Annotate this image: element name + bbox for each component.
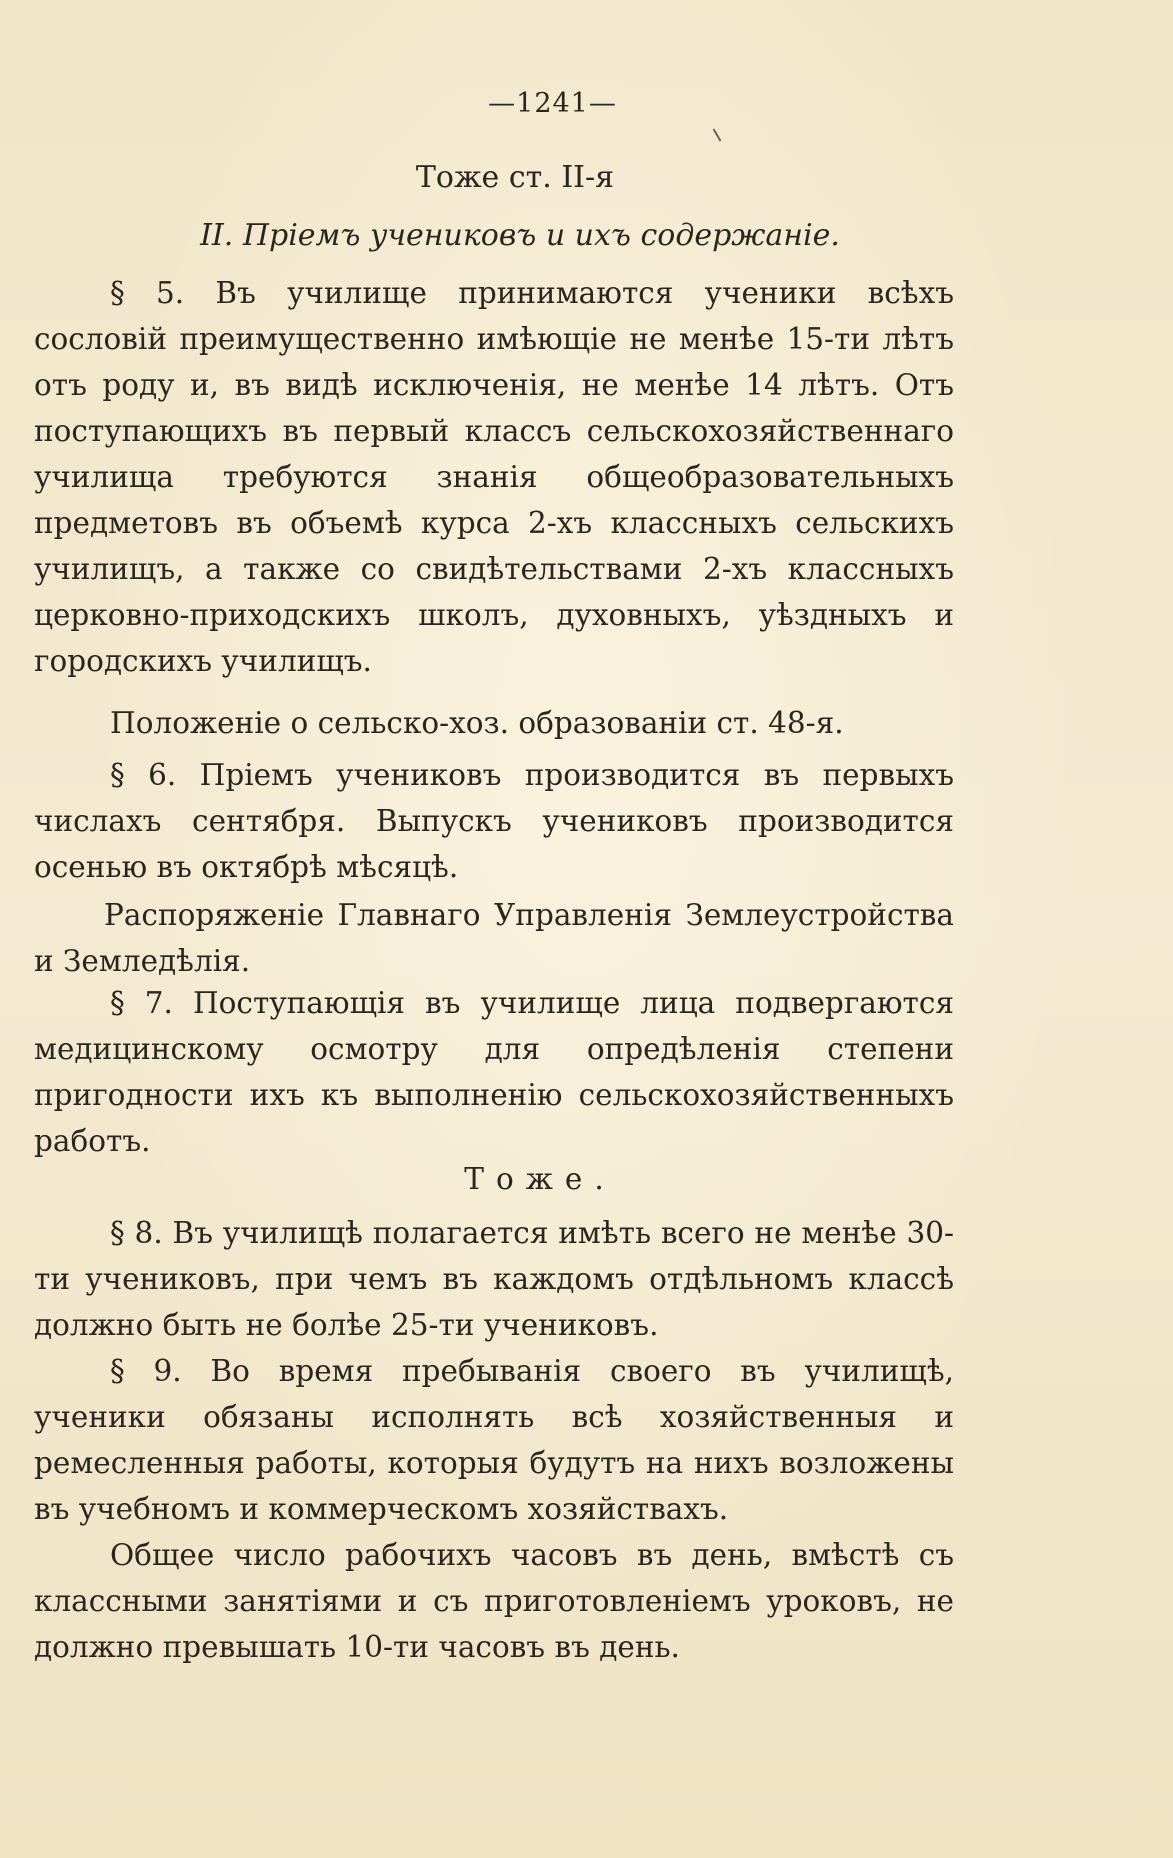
paragraph-6: § 6. Пріемъ учениковъ производится въ первыхъ числахъ сентября. Выпускъ учениковъ производится осенью въ октябрѣ мѣсяцѣ. xyxy=(34,758,954,884)
chapter-heading: II. Пріемъ учениковъ и ихъ содержаніе. xyxy=(200,218,840,253)
paragraph-working-hours: Общее число рабочихъ часовъ въ день, вмѣстѣ съ классными занятіями и съ приготовленіемъ уроковъ, не должно превышать 10-ти часовъ въ день. xyxy=(34,1538,954,1664)
paragraph-8: § 8. Въ училищѣ полагается имѣть всего не менѣе 30-ти учениковъ, при чемъ въ каждомъ отдѣльномъ классѣ должно быть не болѣе 25-ти учениковъ. xyxy=(34,1216,954,1342)
reference-main-directorate: Распоряженіе Главнаго Управленія Землеустройства и Земледѣлія. xyxy=(34,898,954,978)
stray-mark xyxy=(713,128,722,141)
reference-regulation-48: Положеніе о сельско-хоз. образованіи ст. 48-я. xyxy=(110,706,844,740)
paragraph-7: § 7. Поступающія въ училище лица подвергаются медицинскому осмотру для опредѣленія степени пригодности ихъ къ выполненію сельскохозяйственныхъ работъ. xyxy=(34,986,954,1158)
page-number: —1241— xyxy=(488,88,617,119)
paragraph-5: § 5. Въ училище принимаются ученики всѣхъ сословій преимущественно имѣющіе не менѣе 15-ти лѣтъ отъ роду и, въ видѣ исключенія, не менѣе 14 лѣтъ. Отъ поступающихъ въ первый классъ сельскохозяйственнаго училища требуются знанія общеобразовательныхъ предметовъ въ объемѣ курса 2-хъ классныхъ сельскихъ училищъ, а также со свидѣтельствами 2-хъ классныхъ церковно-приходскихъ школъ, духовныхъ, уѣздныхъ и городскихъ училищъ. xyxy=(34,276,954,678)
reference-same: Тоже. xyxy=(464,1162,616,1196)
section-title: Тоже ст. II-я xyxy=(415,160,615,195)
paragraph-9: § 9. Во время пребыванія своего въ училищѣ, ученики обязаны исполнять всѣ хозяйственныя и ремесленныя работы, которыя будутъ на нихъ возложены въ учебномъ и коммерческомъ хозяйствахъ. xyxy=(34,1354,954,1526)
